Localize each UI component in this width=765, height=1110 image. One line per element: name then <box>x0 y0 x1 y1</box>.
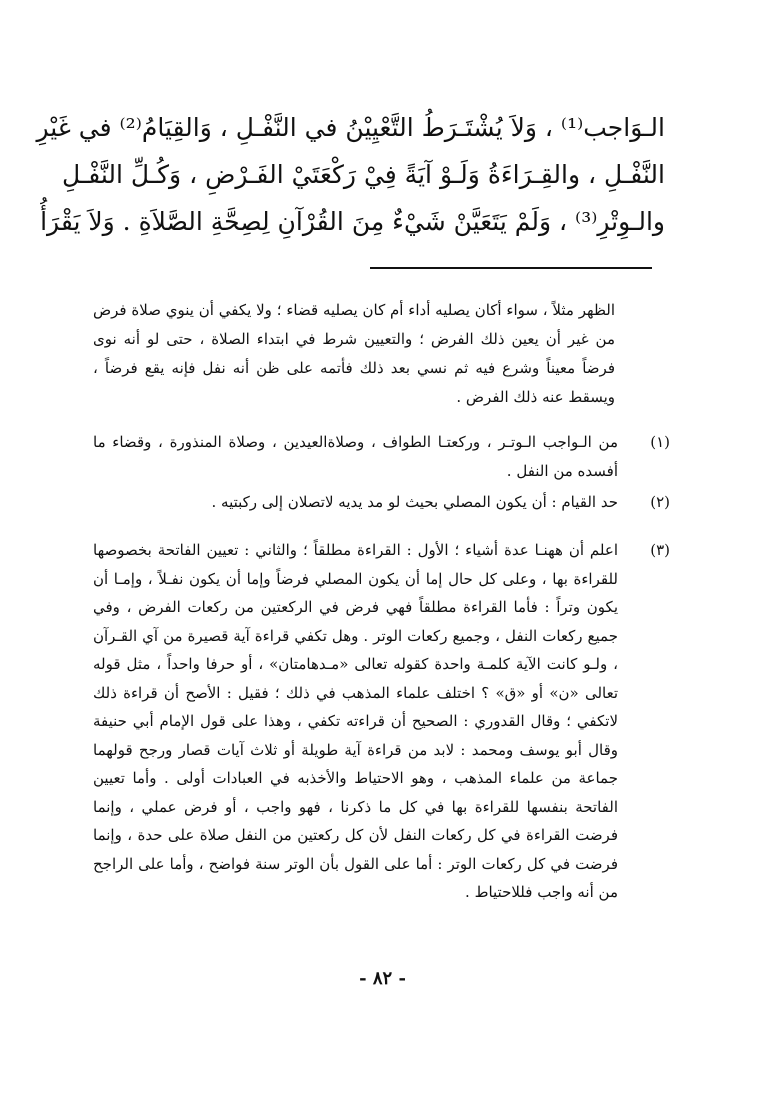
footnote-text: من الـواجب الـوتـر ، وركعتـا الطواف ، وصلاةالعيدين ، وصلاة المنذورة ، وقضاء ما أفسده من النفل . <box>93 433 618 480</box>
footnote-number: (٣) <box>650 541 670 559</box>
footnote-number: (٢) <box>650 493 670 511</box>
main-text-line: النَّفْـلِ ، والقِـرَاءَةُ وَلَـوْ آيَةً فِيْ رَكْعَتَيْ الفَـرْضِ ، وَكُـلِّ النَّفْـلِ <box>61 160 665 189</box>
footnote-text: حد القيام : أن يكون المصلي بحيث لو مد يديه لاتصلان إلى ركبتيه . <box>211 493 618 511</box>
footnote-1 <box>93 428 670 485</box>
footnote-separator <box>370 267 652 269</box>
footnote-number: (١) <box>650 433 670 451</box>
footnote-continuation: الظهر مثلاً ، سواء أكان يصليه أداء أم كان يصليه قضاء ؛ ولا يكفي أن ينوي صلاة فرض من غير أن يعين ذلك الفرض ؛ والتعيين شرط في ابتداء الصلاة ، حتى لو أنه نوى فرضاً معيناً وشرع فيه ثم نسي بعد ذلك فأتمه على ظن أنه نفل فإنه يقع فرضاً ، ويسقط عنه ذلك الفرض . <box>93 301 615 406</box>
footnote-3 <box>93 536 670 907</box>
footnote-text: اعلم أن ههنـا عدة أشياء ؛ الأول : القراءة مطلقاً ؛ والثاني : تعيين الفاتحة بخصوصها للقراءة بها ، وعلى كل حال إما أن يكون المصلي فرضاً وإما أن يكون نفـلاً ، وإمـا أن يكون وتراً : فأما القراءة مطلقاً فهي فرض في الركعتين من ركعات الفرض ، وفي جميع ركعات النفل ، وجميع ركعات الوتر . وهل تكفي قراءة آية قصيرة من آي القـرآن ، ولـو كانت الآية كلمـة واحدة كقوله تعالى «مـدهامتان» ، أو حرفا واحداً ، مثل قوله تعالى «ن» أو «ق» ؟ اختلف علماء المذهب في ذلك ؛ فقيل : الأصح أن قراءة ذلك لاتكفي ؛ وقال القدوري : الصحيح أن قراءته تكفي ، وهذا على قول الإمام أبي حنيفة وقال أبو يوسف ومحمد : لابد من قراءة آية طويلة أو ثلاث آيات قصار ورجح قولهما جماعة من علماء المذهب ، وهو الاحتياط والأخذبه في العبادات أولى . وأما تعيين الفاتحة بنفسها للقراءة بها في كل ما ذكرنا ، فهو واجب ، أو فرض عملي ، وإنما فرضت القراءة في كل ركعات النفل لأن كل ركعتين من النفل صلاة على حدة ، وإنما فرضت في كل ركعات الوتر : أما على القول بأن الوتر سنة فواضح ، وأما على الراجح من أنه واجب فللاحتياط . <box>93 541 618 901</box>
main-text-line: والـوِتْرِ⁽³⁾ ، وَلَمْ يَتَعَيَّنْ شَيْءٌ مِنَ القُرْآنِ لِصِحَّةِ الصَّلاَةِ . وَلاَ يَقْرَأُ <box>40 207 665 236</box>
main-text-block <box>36 104 665 245</box>
main-text-line: الـوَاجب⁽¹⁾ ، وَلاَ يُشْتَـرَطُ التَّعْيِيْنُ في النَّفْـلِ ، وَالقِيَامُ⁽²⁾ في غَيْرِ <box>36 113 665 142</box>
footnote-2 <box>93 488 670 517</box>
page-number: - ٨٢ - <box>359 968 406 989</box>
